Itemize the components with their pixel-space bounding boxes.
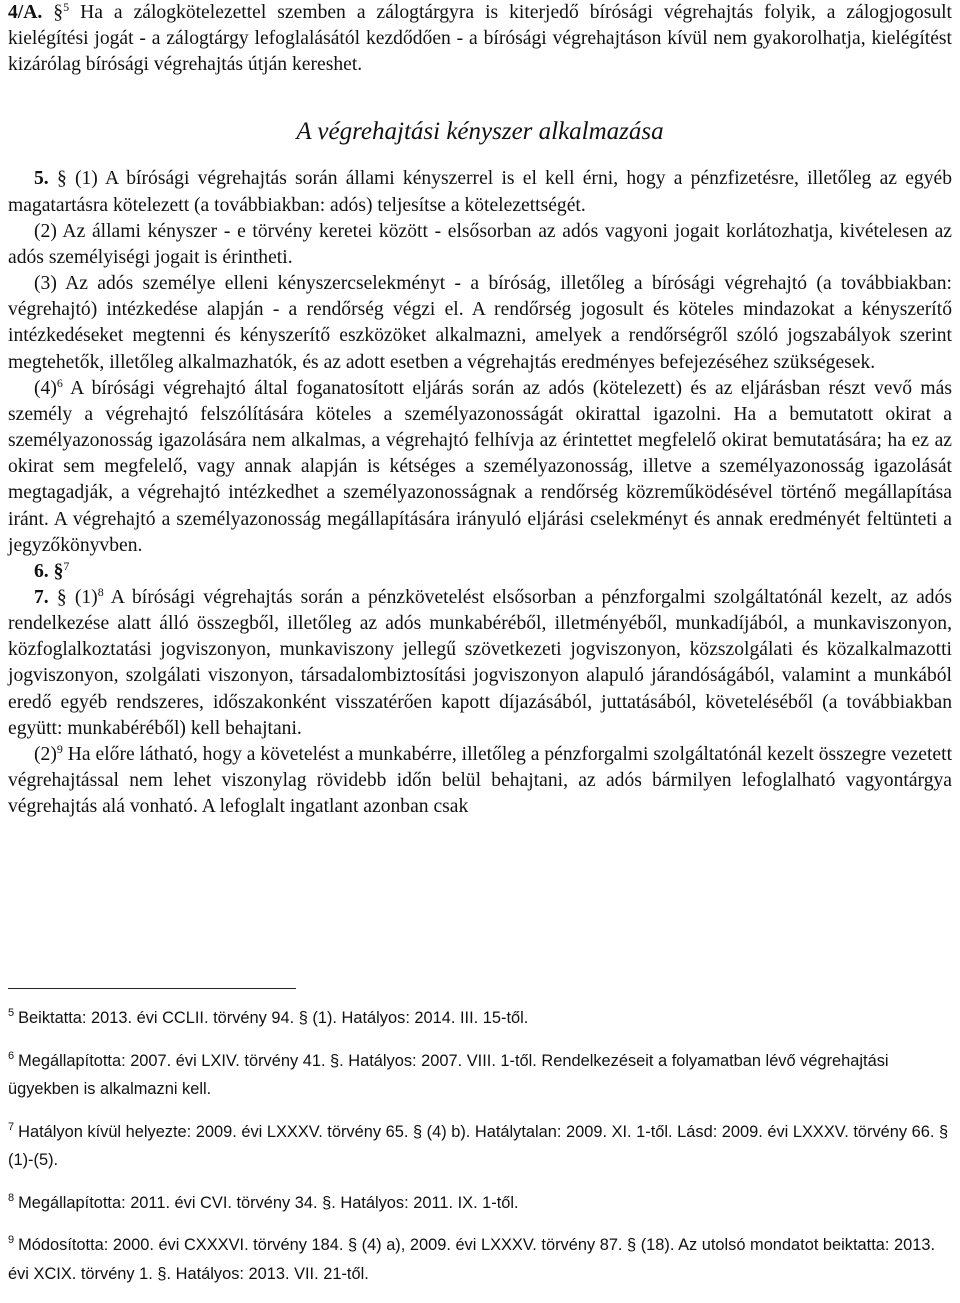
footnote <box>8 1047 952 1104</box>
section-number: 4/A. <box>8 2 43 23</box>
footnote <box>8 1189 952 1218</box>
section-5-para-2: (2) Az állami kényszer - e törvény keretei között - elsősorban az adós vagyoni jogait korlátozhatja, kivételesen az adós személyiségi jogait is érintheti. <box>8 220 952 268</box>
footnote <box>8 1004 952 1033</box>
footnote-ref[interactable]: 6 <box>56 375 63 390</box>
paragraph-text: A bírósági végrehajtás során a pénzkövetelést elsősorban a pénzforgalmi szolgáltatónál kezelt, az adós rendelkezése alatt álló összegből, illetőleg az adós munkabéréből, illetményéből, munkadíjából, a munkaviszonyon, közfoglalkoztatási jogviszonyon, munkaviszony jellegű szövetkezeti jogviszonyon, közszolgálati és közalkalmazotti jogviszonyon, szolgálati viszonyon, társadalombiztosítási jogviszonyon alapuló járandóságából, valamint a munkából eredő egyéb rendszeres, időszakonként visszatérően kapott díjazásából, juttatásából, követeléséből (a továbbiakban együtt: munkabéréből) kell behajtani. <box>8 586 953 739</box>
section-sign: § <box>53 2 64 23</box>
footnote-number: 9 <box>8 1234 15 1246</box>
paragraph-text: (1) A bírósági végrehajtás során állami kényszerrel is el kell érni, hogy a pénzfizetésre, illetőleg az egyéb magatartásra kötelezett (a továbbiakban: adós) teljesítse a kötelezettségét. <box>8 168 952 216</box>
section-5-para-1 <box>8 166 952 218</box>
footnote-ref[interactable]: 7 <box>63 558 70 573</box>
paragraph-label: (4) <box>34 377 57 399</box>
section-sign: § <box>56 586 67 608</box>
footnote-text: Megállapította: 2007. évi LXIV. törvény 41. §. Hatályos: 2007. VIII. 1-től. Rendelkezéseit a folyamatban lévő végrehajtási ügyekben is alkalmazni kell. <box>8 1051 889 1098</box>
section-number: 6. <box>34 560 49 582</box>
footnote-ref[interactable]: 9 <box>56 741 63 756</box>
section-heading: A végrehajtási kényszer alkalmazása <box>296 118 664 146</box>
footnote-separator <box>8 988 296 989</box>
footnote <box>8 1118 952 1175</box>
footnotes <box>8 1004 952 1302</box>
section-sign: § <box>53 560 64 582</box>
section-7-para-2 <box>8 742 952 820</box>
footnote-text: Megállapította: 2011. évi CVI. törvény 34. §. Hatályos: 2011. IX. 1-től. <box>18 1193 519 1212</box>
footnote <box>8 1231 952 1288</box>
section-5-para-3: (3) Az adós személye elleni kényszercselekményt - a bíróság, illetőleg a bírósági végrehajtó (a továbbiakban: végrehajtó) intézkedése alapján - a rendőrség végzi el. A rendőrség jogosult és köteles mindazokat a kényszerítő intézkedéseket megtenni és kényszerítő eszközöket alkalmazni, amelyek a rendőrségről szóló jogszabályok szerint megtehetők, illetőleg alkalmazhatók, és az adott esetben a végrehajtás eredményes befejezéséhez szükségesek. <box>8 273 952 373</box>
section-text: Ha a zálogkötelezettel szemben a zálogtárgyra is kiterjedő bírósági végrehajtás folyik, a zálogjogosult kielégítési jogát - a zálogtárgy lefoglalásától kezdődően - a bírósági végrehajtáson kívül nem gyakorolhatja, kielégítést kizárólag bírósági végrehajtás útján kereshet. <box>8 2 952 76</box>
footnote-text: Hatályon kívül helyezte: 2009. évi LXXXV. törvény 65. § (4) b). Hatálytalan: 2009. XI. 1-től. Lásd: 2009. évi LXXXV. törvény 66. § (1)-(5). <box>8 1122 949 1169</box>
section-sign: § <box>56 168 67 190</box>
footnote-ref[interactable]: 8 <box>97 584 104 599</box>
section-7-para-1 <box>8 585 952 742</box>
paragraph-text: Ha előre látható, hogy a követelést a munkabérre, illetőleg a pénzforgalmi szolgáltatónál kezelt összegre vezetett végrehajtással nem lehet viszonylag rövidebb időn belül behajtani, az adós bármilyen lefoglalható vagyontárgya végrehajtás alá vonható. A lefoglalt ingatlant azonban csak <box>8 743 953 818</box>
footnote-text: Beiktatta: 2013. évi CCLII. törvény 94. § (1). Hatályos: 2014. III. 15-től. <box>18 1009 529 1027</box>
paragraph-label: (2) <box>34 743 57 765</box>
section-number: 7. <box>34 586 49 608</box>
footnote-number: 6 <box>8 1049 15 1062</box>
footnote-number: 5 <box>8 1007 15 1019</box>
section-5-para-4 <box>8 376 952 559</box>
footnote-number: 8 <box>8 1191 15 1204</box>
paragraph-text: A bírósági végrehajtó által foganatosított eljárás során az adós (kötelezett) és az eljárásban részt vevő más személy a végrehajtó felszólítására köteles a személyazonosságát okirattal igazolni. Ha a bemutatott okirat a személyazonosság igazolására nem alkalmas, a végrehajtó felhívja az érintettet megfelelő okirat bemutatására; ha ez az okirat sem megfelelő, vagy annak alapján is kétséges a személyazonosság, illetve a személyazonosság igazolását megtagadják, a végrehajtó intézkedhet a személyazonosságnak a rendőrség közreműködésével történő megállapítása iránt. A végrehajtó a személyazonosság megállapítására irányuló eljárási cselekményt és annak eredményét feltünteti a jegyzőkönyvben. <box>8 377 952 556</box>
footnote-number: 7 <box>8 1120 15 1133</box>
section-4a <box>8 0 952 78</box>
footnote-ref[interactable]: 5 <box>63 0 70 14</box>
section-6 <box>8 559 952 585</box>
paragraph-label: (1) <box>66 586 98 608</box>
footnote-text: Módosította: 2000. évi CXXXVI. törvény 184. § (4) a), 2009. évi LXXXV. törvény 87. § (18). Az utolsó mondatot beiktatta: 2013. évi XCIX. törvény 1. §. Hatályos: 2013. VII. 21-től. <box>8 1236 936 1283</box>
document-page <box>8 0 953 1283</box>
section-number: 5. <box>34 168 49 190</box>
